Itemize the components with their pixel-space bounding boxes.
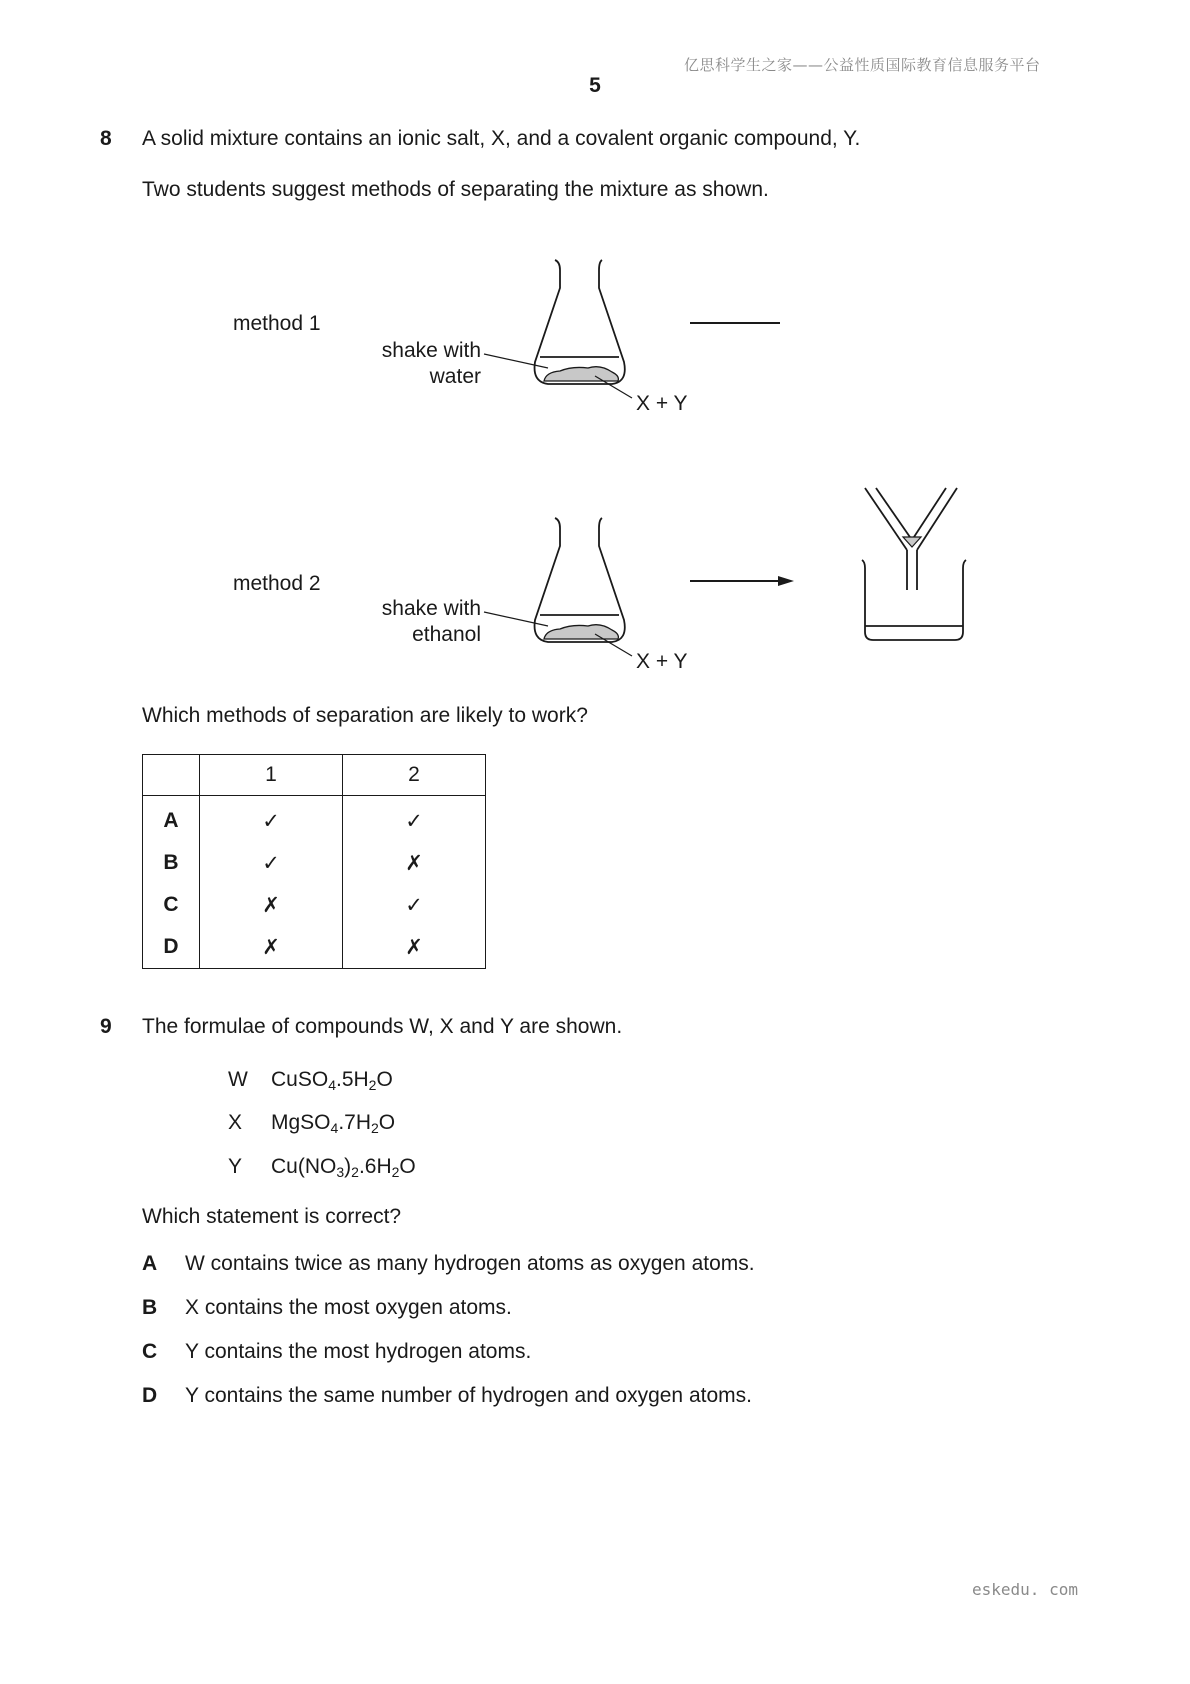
separation-methods-diagram [0, 240, 1190, 680]
option-text: W contains twice as many hydrogen atoms as oxygen atoms. [185, 1252, 755, 1275]
option-letter: B [142, 1296, 158, 1319]
method-1-solid [544, 367, 618, 381]
page-number: 5 [589, 74, 601, 97]
compound-formula: $Cu(NO_3)_2.6H_2O$ [271, 1155, 416, 1180]
table-header-row [143, 755, 486, 796]
option-letter: D [142, 1384, 158, 1407]
option-letter: B [143, 842, 200, 884]
question-8-prompt: Which methods of separation are likely to work? [142, 704, 588, 727]
method-1-mark: ✓ [200, 796, 343, 843]
answer-option-b [142, 1296, 512, 1320]
method-1-flask [535, 260, 625, 384]
table-row [143, 842, 486, 884]
answer-option-d [142, 1384, 752, 1408]
filter-residue [903, 537, 921, 547]
table-header-cell: 1 [200, 755, 343, 796]
table-header-cell: 2 [343, 755, 486, 796]
method-2-flask [535, 518, 625, 642]
compound-formula: $MgSO_4.7H_2O$ [271, 1111, 396, 1136]
option-letter: C [142, 1340, 158, 1363]
answer-option-a [142, 1252, 755, 1276]
compound-y-row [228, 1155, 416, 1179]
option-letter: C [143, 884, 200, 926]
option-text: Y contains the same number of hydrogen and oxygen atoms. [185, 1384, 752, 1407]
compound-x-row [228, 1111, 395, 1135]
compound-label: W [228, 1068, 248, 1091]
table-header-cell [143, 755, 200, 796]
method-1-reagent-line2: water [429, 365, 481, 388]
option-letter: A [143, 796, 200, 843]
method-2-reagent-line1: shake with [381, 597, 481, 620]
method-2-mixture-label: X + Y [636, 650, 688, 673]
method-1-mixture-label: X + Y [636, 392, 688, 415]
beaker [862, 560, 966, 640]
compound-formula: $CuSO_4.5H_2O$ [271, 1068, 393, 1093]
method-2-mark: ✗ [343, 926, 486, 969]
question-8-intro: Two students suggest methods of separating the mixture as shown. [142, 178, 769, 201]
method-2-solid [544, 625, 618, 639]
watermark-text: 亿思科学生之家——公益性质国际教育信息服务平台 [684, 56, 1041, 74]
method-2-reagent-line2: ethanol [412, 623, 481, 646]
method-2-mark: ✓ [343, 796, 486, 843]
compound-label: X [228, 1111, 243, 1134]
option-letter: A [142, 1252, 158, 1275]
method-2-mark: ✗ [343, 842, 486, 884]
table-row [143, 926, 486, 969]
option-text: Y contains the most hydrogen atoms. [185, 1340, 532, 1363]
method-1-mark: ✗ [200, 884, 343, 926]
method-1-label: method 1 [233, 312, 321, 335]
option-letter: D [143, 926, 200, 969]
method-2-mark: ✓ [343, 884, 486, 926]
method-2-arrow [690, 576, 794, 586]
answer-table [142, 754, 486, 969]
method-1-reagent-line1: shake with [381, 339, 481, 362]
compound-label: Y [228, 1155, 243, 1178]
footer-site: eskedu. com [972, 1580, 1078, 1599]
method-2-label: method 2 [233, 572, 321, 595]
question-9-number: 9 [100, 1015, 112, 1038]
question-8-stem: A solid mixture contains an ionic salt, X, and a covalent organic compound, Y. [142, 127, 861, 150]
option-text: X contains the most oxygen atoms. [185, 1296, 512, 1319]
answer-option-c [142, 1340, 531, 1364]
method-1-mark: ✓ [200, 842, 343, 884]
question-9-prompt: Which statement is correct? [142, 1205, 402, 1228]
table-row [143, 796, 486, 843]
question-8-number: 8 [100, 127, 112, 150]
method-1-mark: ✗ [200, 926, 343, 969]
question-9-stem: The formulae of compounds W, X and Y are shown. [142, 1015, 623, 1038]
compound-w-row [228, 1068, 393, 1092]
table-row [143, 884, 486, 926]
